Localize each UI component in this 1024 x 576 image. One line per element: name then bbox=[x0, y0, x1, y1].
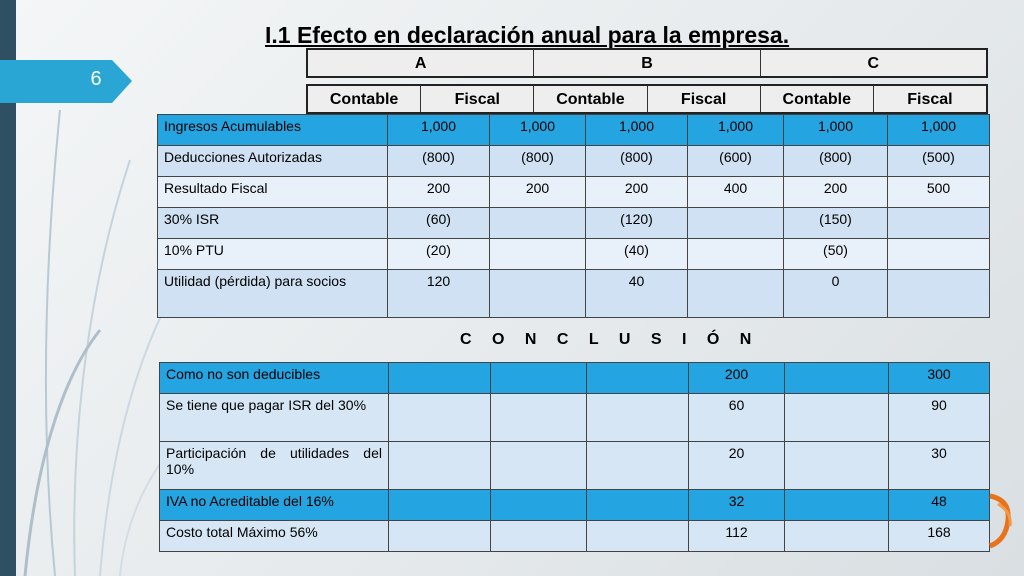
table-cell bbox=[888, 239, 990, 270]
row-label: Como no son deducibles bbox=[160, 363, 389, 394]
table-cell: 120 bbox=[388, 270, 490, 318]
table-cell bbox=[389, 490, 491, 521]
table-row bbox=[160, 394, 990, 442]
row-label: IVA no Acreditable del 16% bbox=[160, 490, 389, 521]
subheader-cell: Fiscal bbox=[421, 86, 534, 112]
table-cell bbox=[688, 270, 784, 318]
table-cell bbox=[785, 363, 889, 394]
table-cell bbox=[785, 442, 889, 490]
table-cell: 90 bbox=[889, 394, 990, 442]
row-label: Resultado Fiscal bbox=[158, 177, 388, 208]
table-cell: 200 bbox=[490, 177, 586, 208]
table-cell: 30 bbox=[889, 442, 990, 490]
table-cell bbox=[785, 394, 889, 442]
table-cell bbox=[490, 239, 586, 270]
table-cell bbox=[490, 270, 586, 318]
table-row bbox=[160, 521, 990, 552]
table-cell: 20 bbox=[689, 442, 785, 490]
subheader-cell: Fiscal bbox=[648, 86, 761, 112]
table-cell: 48 bbox=[889, 490, 990, 521]
table-cell: 168 bbox=[889, 521, 990, 552]
table-cell: 200 bbox=[586, 177, 688, 208]
table-cell bbox=[587, 394, 689, 442]
subheader-cell: Contable bbox=[308, 86, 421, 112]
table-cell: 500 bbox=[888, 177, 990, 208]
table-cell bbox=[491, 394, 587, 442]
table-cell: 300 bbox=[889, 363, 990, 394]
slide-number: 6 bbox=[90, 68, 102, 90]
table-cell: 1,000 bbox=[888, 115, 990, 146]
brand-logo-icon bbox=[988, 490, 1018, 550]
table-cell bbox=[491, 363, 587, 394]
annual-declaration-table bbox=[157, 114, 990, 318]
table-cell: 112 bbox=[689, 521, 785, 552]
table-cell: (120) bbox=[586, 208, 688, 239]
table-cell: 200 bbox=[689, 363, 785, 394]
row-label: Ingresos Acumulables bbox=[158, 115, 388, 146]
table-cell: 400 bbox=[688, 177, 784, 208]
row-label: Participación de utilidades del 10% bbox=[160, 442, 389, 490]
table-cell bbox=[491, 442, 587, 490]
table-cell: (60) bbox=[388, 208, 490, 239]
table-cell: 1,000 bbox=[490, 115, 586, 146]
table-cell bbox=[389, 394, 491, 442]
table-row bbox=[158, 239, 990, 270]
row-label: 30% ISR bbox=[158, 208, 388, 239]
table-cell bbox=[888, 208, 990, 239]
table-cell: (800) bbox=[388, 146, 490, 177]
table-row bbox=[158, 146, 990, 177]
table-cell bbox=[389, 363, 491, 394]
table-cell bbox=[587, 363, 689, 394]
table-cell: 1,000 bbox=[688, 115, 784, 146]
table-row bbox=[158, 270, 990, 318]
scenario-header-a: A bbox=[308, 50, 534, 76]
table-cell bbox=[491, 521, 587, 552]
table-cell bbox=[785, 521, 889, 552]
table-cell: (500) bbox=[888, 146, 990, 177]
row-label: Deducciones Autorizadas bbox=[158, 146, 388, 177]
page-title: I.1 Efecto en declaración anual para la empresa. bbox=[265, 22, 790, 48]
subheader-cell: Contable bbox=[761, 86, 874, 112]
row-label: 10% PTU bbox=[158, 239, 388, 270]
subheader-cell: Contable bbox=[534, 86, 647, 112]
subheader-cell: Fiscal bbox=[907, 91, 953, 108]
row-label: Se tiene que pagar ISR del 30% bbox=[160, 394, 389, 442]
scenario-header-c: C bbox=[867, 55, 880, 72]
table-cell: (150) bbox=[784, 208, 888, 239]
table-cell bbox=[587, 490, 689, 521]
scenario-header-row bbox=[306, 48, 988, 78]
table-cell bbox=[587, 521, 689, 552]
table-cell: 200 bbox=[784, 177, 888, 208]
slide-number-tab bbox=[0, 60, 132, 103]
table-cell: (50) bbox=[784, 239, 888, 270]
table-cell: 1,000 bbox=[388, 115, 490, 146]
table-cell: 32 bbox=[689, 490, 785, 521]
table-cell bbox=[587, 442, 689, 490]
table-cell bbox=[389, 521, 491, 552]
table-cell: 1,000 bbox=[586, 115, 688, 146]
table-cell: 200 bbox=[388, 177, 490, 208]
table-cell bbox=[491, 490, 587, 521]
table-cell bbox=[490, 208, 586, 239]
table-cell: (600) bbox=[688, 146, 784, 177]
row-label: Costo total Máximo 56% bbox=[160, 521, 389, 552]
table-cell: (20) bbox=[388, 239, 490, 270]
table-cell: (800) bbox=[784, 146, 888, 177]
conclusion-heading: C O N C L U S I Ó N bbox=[460, 331, 760, 348]
table-row bbox=[160, 363, 990, 394]
table-cell: (40) bbox=[586, 239, 688, 270]
table-cell: 40 bbox=[586, 270, 688, 318]
table-cell bbox=[888, 270, 990, 318]
scenario-header-b: B bbox=[534, 50, 760, 76]
table-row bbox=[160, 490, 990, 521]
table-row bbox=[158, 177, 990, 208]
table-cell bbox=[785, 490, 889, 521]
table-cell: 1,000 bbox=[784, 115, 888, 146]
table-row bbox=[160, 442, 990, 490]
row-label: Utilidad (pérdida) para socios bbox=[158, 270, 388, 318]
subheader-row bbox=[306, 84, 988, 114]
table-cell: 0 bbox=[784, 270, 888, 318]
table-cell: (800) bbox=[490, 146, 586, 177]
table-cell bbox=[688, 208, 784, 239]
table-cell bbox=[688, 239, 784, 270]
table-cell: (800) bbox=[586, 146, 688, 177]
conclusion-table bbox=[159, 362, 990, 552]
table-cell bbox=[389, 442, 491, 490]
table-cell: 60 bbox=[689, 394, 785, 442]
table-row bbox=[158, 208, 990, 239]
table-row bbox=[158, 115, 990, 146]
